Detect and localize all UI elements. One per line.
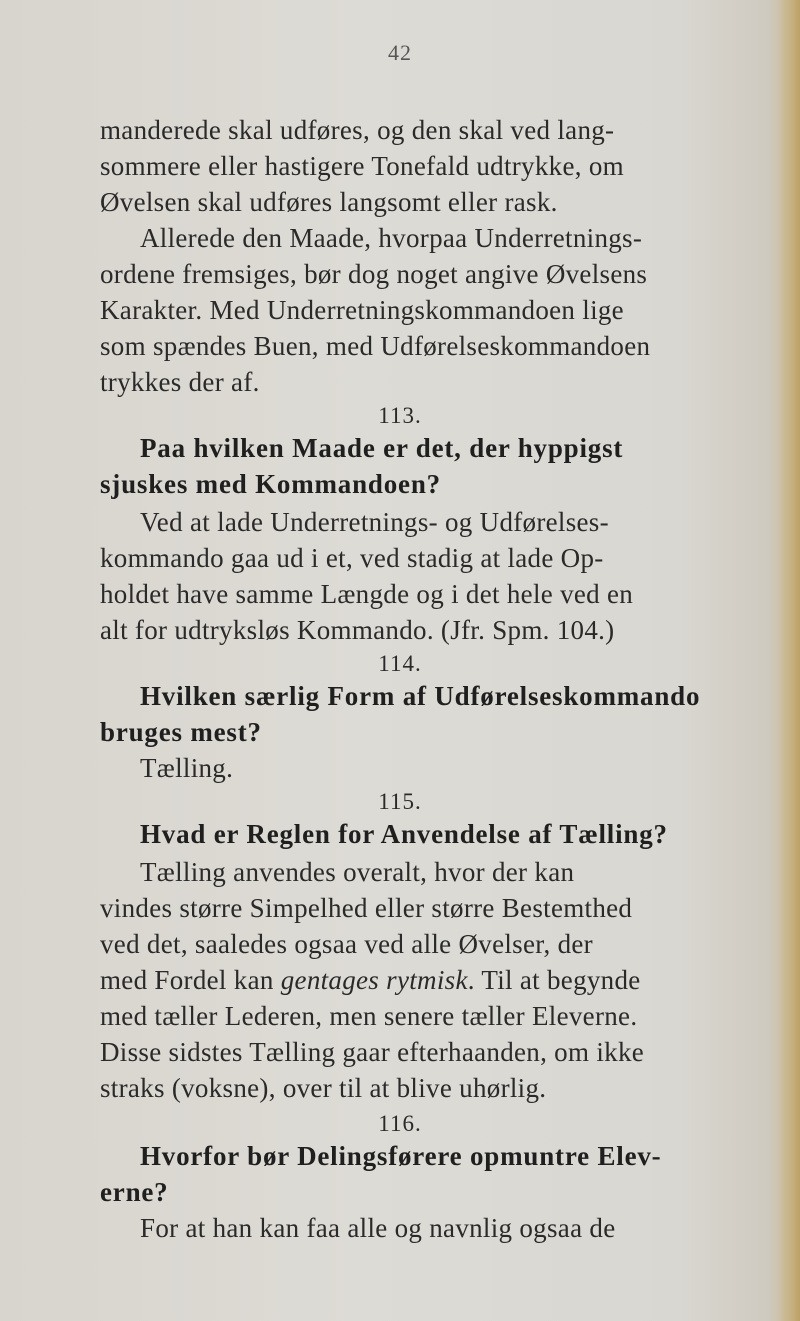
- answer-line: med tæller Lederen, men senere tæller Eleverne.: [100, 1001, 638, 1031]
- question-line: Paa hvilken Maade er det, der hyppigst: [140, 433, 624, 463]
- section-number: 116.: [378, 1111, 422, 1136]
- answer-line: straks (voksne), over til at blive uhørlig.: [100, 1073, 547, 1103]
- text-line: ordene fremsiges, bør dog noget angive Øvelsens: [100, 259, 648, 289]
- question-line: sjuskes med Kommandoen?: [100, 469, 441, 499]
- section-number: 114.: [378, 651, 422, 676]
- answer-line: vindes større Simpelhed eller større Bestemthed: [100, 893, 633, 923]
- question-line: Hvorfor bør Delingsførere opmuntre Elev-: [140, 1141, 662, 1171]
- page-number: 42: [388, 40, 412, 65]
- section-number: 113.: [378, 403, 422, 428]
- text-line: Øvelsen skal udføres langsomt eller rask.: [100, 187, 558, 217]
- question-line: Hvad er Reglen for Anvendelse af Tælling?: [140, 819, 668, 849]
- answer-text: . Til at begynde: [467, 965, 641, 995]
- answer-line: For at han kan faa alle og navnlig ogsaa de: [140, 1213, 616, 1243]
- answer-text: med Fordel kan: [100, 965, 274, 995]
- answer-line: [100, 964, 641, 996]
- answer-line: Ved at lade Underretnings- og Udførelses-: [140, 507, 609, 537]
- question-line: erne?: [100, 1177, 169, 1207]
- answer-line: holdet have samme Længde og i det hele ved en: [100, 579, 634, 609]
- text-line: manderede skal udføres, og den skal ved lang-: [100, 115, 615, 145]
- answer-line: alt for udtryksløs Kommando. (Jfr. Spm. 104.): [100, 615, 615, 645]
- question-line: Hvilken særlig Form af Udførelseskommando: [140, 681, 701, 711]
- answer-line: Tælling.: [140, 753, 234, 783]
- answer-line: Disse sidstes Tælling gaar efterhaanden, om ikke: [100, 1037, 645, 1067]
- text-line: sommere eller hastigere Tonefald udtrykke, om: [100, 151, 624, 181]
- italic-phrase: gentages rytmisk: [280, 965, 468, 995]
- answer-line: kommando gaa ud i et, ved stadig at lade Op-: [100, 543, 604, 573]
- section-number: 115.: [378, 789, 422, 814]
- answer-line: Tælling anvendes overalt, hvor der kan: [140, 857, 575, 887]
- text-line: som spændes Buen, med Udførelseskommandoen: [100, 331, 651, 361]
- text-line: Karakter. Med Underretningskommandoen lige: [100, 295, 624, 325]
- text-line: Allerede den Maade, hvorpaa Underretnings-: [140, 223, 643, 253]
- text-line: trykkes der af.: [100, 367, 260, 397]
- question-line: bruges mest?: [100, 717, 262, 747]
- answer-line: ved det, saaledes ogsaa ved alle Øvelser, der: [100, 929, 593, 959]
